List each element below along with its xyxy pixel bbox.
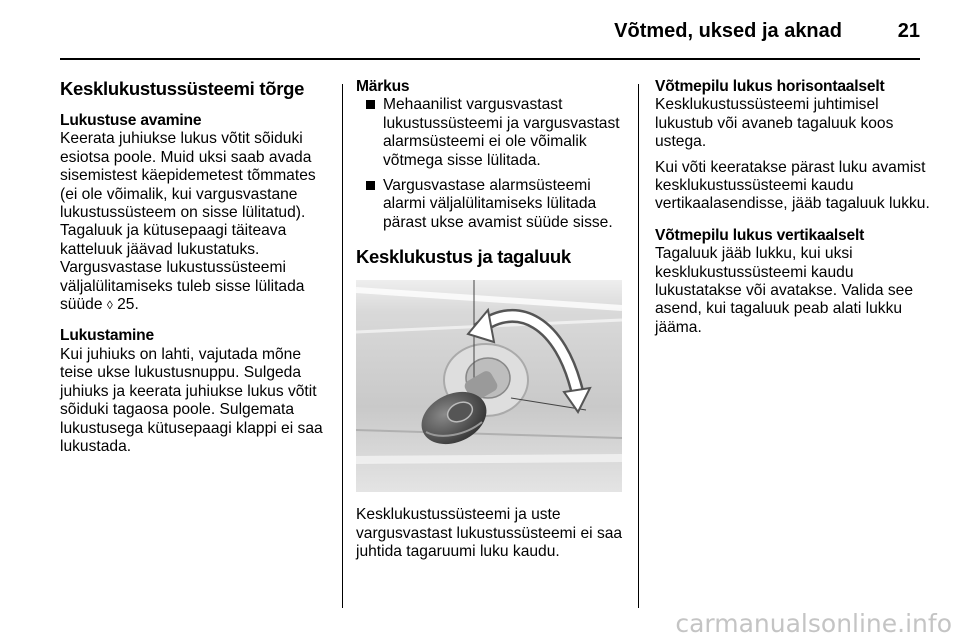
column-right [655,78,930,337]
vertical-text: Tagaluuk jääb lukku, kui uksi kesklukustussüsteemi kaudu lukustatakse või avatakse. Valida see asend, kui tagaluuk peab alati lukku jääma. [655,245,914,336]
unlocking-body: Keerata juhiukse lukus võtit sõiduki esiotsa poole. Muid uksi saab avada sisemistest käepidemetest tõmmates (ei ole võimalik, kui vargusvastane lukustussüsteem on sisse lülitatud). Tagaluuk ja kütusepaagi täiteava katteluuk jäävad lukustatuks. Vargusvastase lukustussüsteemi väljalülitamiseks tuleb sisse lülitada süüde [60,130,316,314]
note-heading: Märkus [356,78,410,95]
key-in-lock-drawing [356,280,622,492]
section-heading-central-lock-failure: Kesklukustussüsteemi tõrge [60,78,305,99]
watermark: carmanualsonline.info [675,609,952,638]
column-divider-2 [638,84,639,608]
note-item: Vargusvastase alarmsüsteemi alarmi väljalülitamiseks lülitada pärast ukse avamist süüde sisse. [356,177,626,232]
tailgate-lock-illustration [356,280,622,492]
subheading-unlocking: Lukustuse avamine [60,112,202,129]
page-header [60,14,920,44]
header-rule [60,58,920,60]
horizontal-text-1: Kesklukustussüsteemi juhtimisel lukustub või avaneb tagaluuk koos ustega. [655,96,894,151]
locking-text: Kui juhiuks on lahti, vajutada mõne teise ukse lukustusnuppu. Sulgeda juhiuks ja keerata juhiukse lukus võtit sõiduki tagaosa poole. Sulgemata lukustusega kütusepaagi klappi ei saa lukustada. [60,345,323,455]
header-title: Võtmed, uksed ja aknad [614,20,842,42]
note-item: Mehaanilist vargusvastast lukustussüsteemi ja vargusvastast alarmsüsteemi ei ole võimalik võtmega sisse lülitada. [356,96,626,170]
unlocking-text [60,130,332,314]
page-reference-link[interactable]: 25. [117,296,139,314]
section-heading-central-lock-tailgate: Kesklukustus ja tagaluuk [356,246,571,268]
column-middle [356,78,626,561]
subheading-slot-horizontal: Võtmepilu lukus horisontaalselt [655,78,885,95]
subheading-locking: Lukustamine [60,327,154,345]
column-divider-1 [342,84,343,608]
horizontal-text-2: Kui võti keeratakse pärast luku avamist kesklukustussüsteemi kaudu vertikaalasendisse, jääb tagaluuk lukku. [655,158,930,213]
subheading-slot-vertical: Võtmepilu lukus vertikaalselt [655,226,865,244]
page-reference-arrow-icon: ◊ [106,298,113,313]
page-number: 21 [897,20,920,42]
figure-caption: Kesklukustussüsteemi ja uste vargusvastast lukustussüsteemi ei saa juhtida tagaruumi luku kaudu. [356,506,623,561]
column-left [60,78,332,456]
